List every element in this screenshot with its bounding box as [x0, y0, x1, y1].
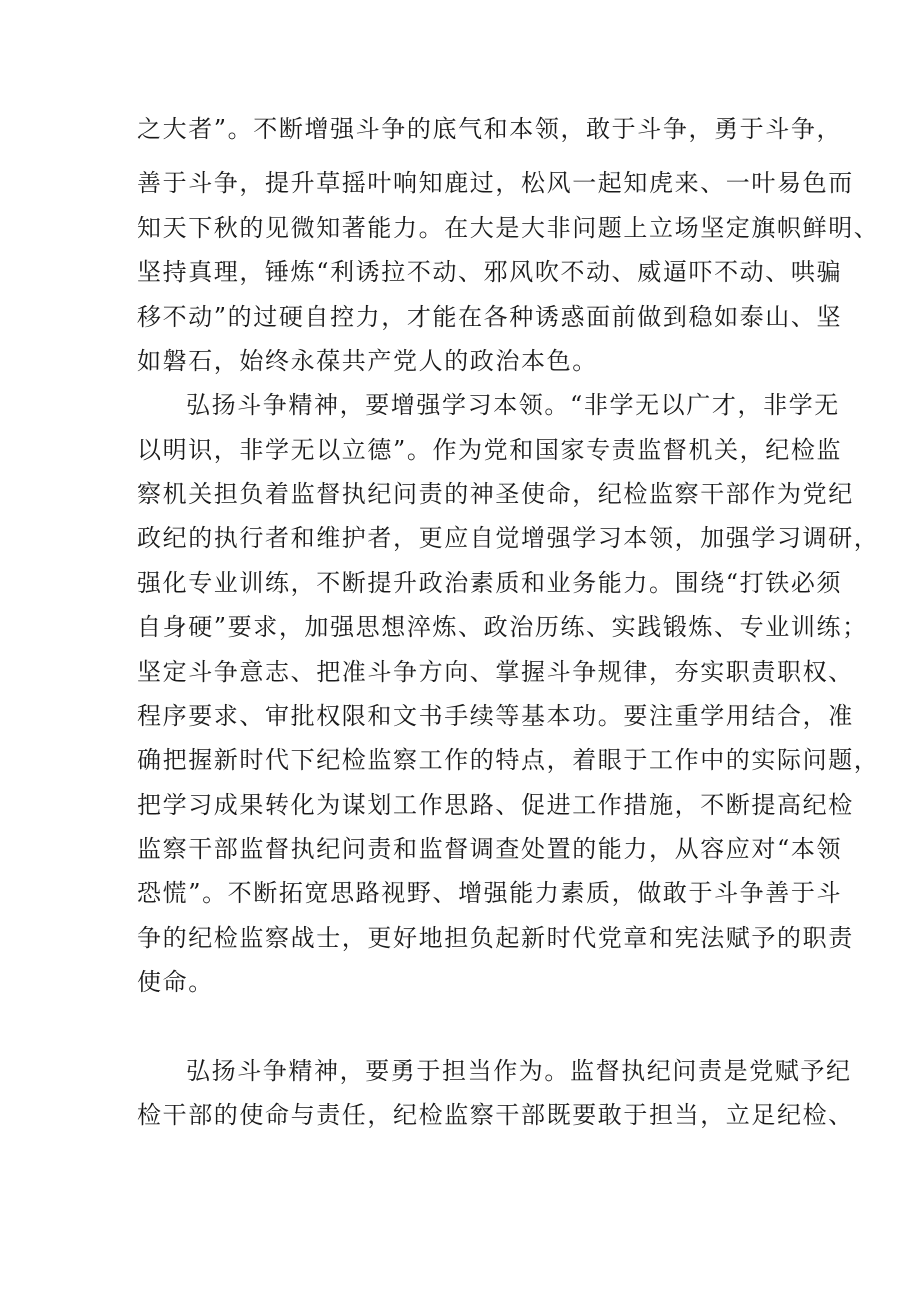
text-line: 检干部的使命与责任，纪检监察干部既要敢于担当，立足纪检、 [137, 1101, 854, 1129]
paragraph-first-line: 弘扬斗争精神，要勇于担当作为。监督执纪问责是党赋予纪 [186, 1057, 852, 1085]
text-line: 知天下秋的见微知著能力。在大是大非问题上立场坚定旗帜鲜明、 [137, 214, 880, 242]
text-line: 恐慌”。不断拓宽思路视野、增强能力素质，做敢于斗争善于斗 [137, 879, 843, 907]
text-line: 以明识，非学无以立德”。作为党和国家专责监督机关，纪检监 [137, 436, 843, 464]
text-line: 把学习成果转化为谋划工作思路、促进工作措施，不断提高纪检 [137, 791, 854, 819]
text-line: 之大者”。不断增强斗争的底气和本领，敢于斗争，勇于斗争， [137, 115, 843, 143]
text-line: 政纪的执行者和维护者，更应自觉增强学习本领，加强学习调研， [137, 524, 880, 552]
paragraph-first-line: 弘扬斗争精神，要增强学习本领。“非学无以广才，非学无 [186, 391, 840, 419]
text-line: 强化专业训练，不断提升政治素质和业务能力。围绕“打铁必须 [137, 569, 843, 597]
text-line: 确把握新时代下纪检监察工作的特点，着眼于工作中的实际问题， [137, 746, 880, 774]
text-line: 程序要求、审批权限和文书手续等基本功。要注重学用结合，准 [137, 702, 854, 730]
text-line: 察机关担负着监督执纪问责的神圣使命，纪检监察干部作为党纪 [137, 480, 854, 508]
text-line: 使命。 [137, 968, 214, 996]
text-line: 移不动”的过硬自控力，才能在各种诱惑面前做到稳如泰山、坚 [137, 303, 843, 331]
text-line: 自身硬”要求，加强思想淬炼、政治历练、实践锻炼、专业训练； [137, 613, 868, 641]
text-line: 如磐石，始终永葆共产党人的政治本色。 [137, 347, 598, 375]
text-line: 争的纪检监察战士，更好地担负起新时代党章和宪法赋予的职责 [137, 924, 854, 952]
text-line: 坚定斗争意志、把准斗争方向、掌握斗争规律，夯实职责职权、 [137, 658, 854, 686]
text-line: 善于斗争，提升草摇叶响知鹿过，松风一起知虎来、一叶易色而 [137, 169, 854, 197]
text-line: 监察干部监督执纪问责和监督调查处置的能力，从容应对“本领 [137, 835, 843, 863]
text-line: 坚持真理，锤炼“利诱拉不动、邪风吹不动、威逼吓不动、哄骗 [137, 258, 843, 286]
